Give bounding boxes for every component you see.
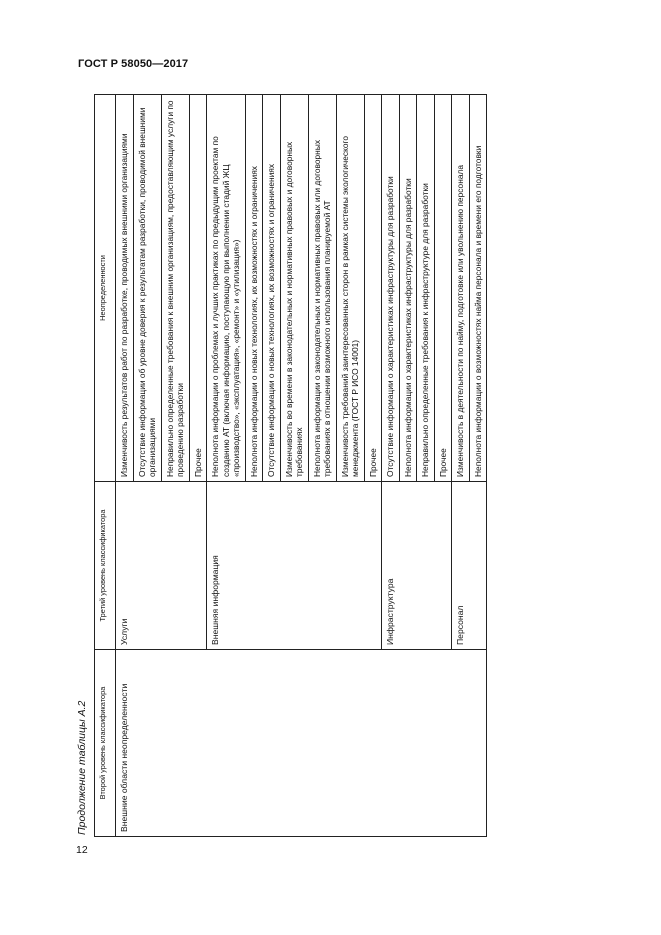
uncertainty-cell: Прочее — [189, 95, 207, 482]
column-header-uncertainties: Неопределенности — [95, 95, 116, 482]
page-number: 12 — [76, 844, 88, 856]
document-header: ГОСТ Р 58050—2017 — [78, 58, 189, 70]
table-header-row — [95, 95, 116, 837]
uncertainty-cell: Прочее — [434, 95, 452, 482]
uncertainty-cell: Неполнота информации о новых технологиях, их возможностях и ограничениях — [245, 95, 263, 482]
uncertainty-cell: Неполнота информации о законодательных и нормативных правовых или договорных требованиях в отношении возможного использования планируемой АТ — [308, 95, 336, 482]
uncertainty-cell: Отсутствие информации об уровне доверия к результатам разработки, проводимой внешними организациями — [133, 95, 161, 482]
uncertainty-cell: Неправильно определенные требования к внешним организациям, предоставляющим услуги по проведению разработки — [161, 95, 189, 482]
column-header-third-level: Третий уровень классификатора — [95, 482, 116, 650]
third-level-cell-personnel: Персонал — [452, 482, 487, 650]
third-level-cell-external-info: Внешняя информация — [207, 482, 382, 650]
uncertainty-cell: Изменчивость результатов работ по разработке, проводимых внешними организациями — [116, 95, 134, 482]
second-level-cell: Внешние области неопределенности — [116, 650, 487, 837]
table-row — [116, 95, 134, 837]
uncertainty-cell: Изменчивость в деятельности по найму, подготовке или увольнению персонала — [452, 95, 470, 482]
classification-table — [94, 94, 487, 837]
third-level-cell-infrastructure: Инфраструктура — [382, 482, 452, 650]
uncertainty-cell: Неполнота информации о возможностях найма персонала и времени его подготовки — [469, 95, 487, 482]
rotated-table-area — [70, 95, 611, 837]
table-caption: Продолжение таблицы А.2 — [76, 700, 88, 835]
uncertainty-cell: Изменчивость требований заинтересованных сторон в рамках системы экологического менеджмента (ГОСТ Р ИСО 14001) — [336, 95, 364, 482]
uncertainty-cell: Неполнота информации о характеристиках инфраструктуры для разработки — [399, 95, 417, 482]
uncertainty-cell: Неполнота информации о проблемах и лучших практиках по предыдущим проектам по созданию АТ (включая информацию, поступающую при выполнении стадий ЖЦ «производство», «эксплуатация», «ремонт» и «утилизация») — [207, 95, 246, 482]
column-header-second-level: Второй уровень классификатора — [95, 650, 116, 837]
uncertainty-cell: Прочее — [364, 95, 382, 482]
uncertainty-cell: Изменчивость во времени в законодательных и нормативных правовых и договорных требованиях — [280, 95, 308, 482]
uncertainty-cell: Отсутствие информации о характеристиках инфраструктуры для разработки — [382, 95, 400, 482]
third-level-cell-services: Услуги — [116, 482, 207, 650]
uncertainty-cell: Неправильно определенные требования к инфраструктуре для разработки — [417, 95, 435, 482]
uncertainty-cell: Отсутствие информации о новых технологиях, их возможностях и ограничениях — [263, 95, 281, 482]
